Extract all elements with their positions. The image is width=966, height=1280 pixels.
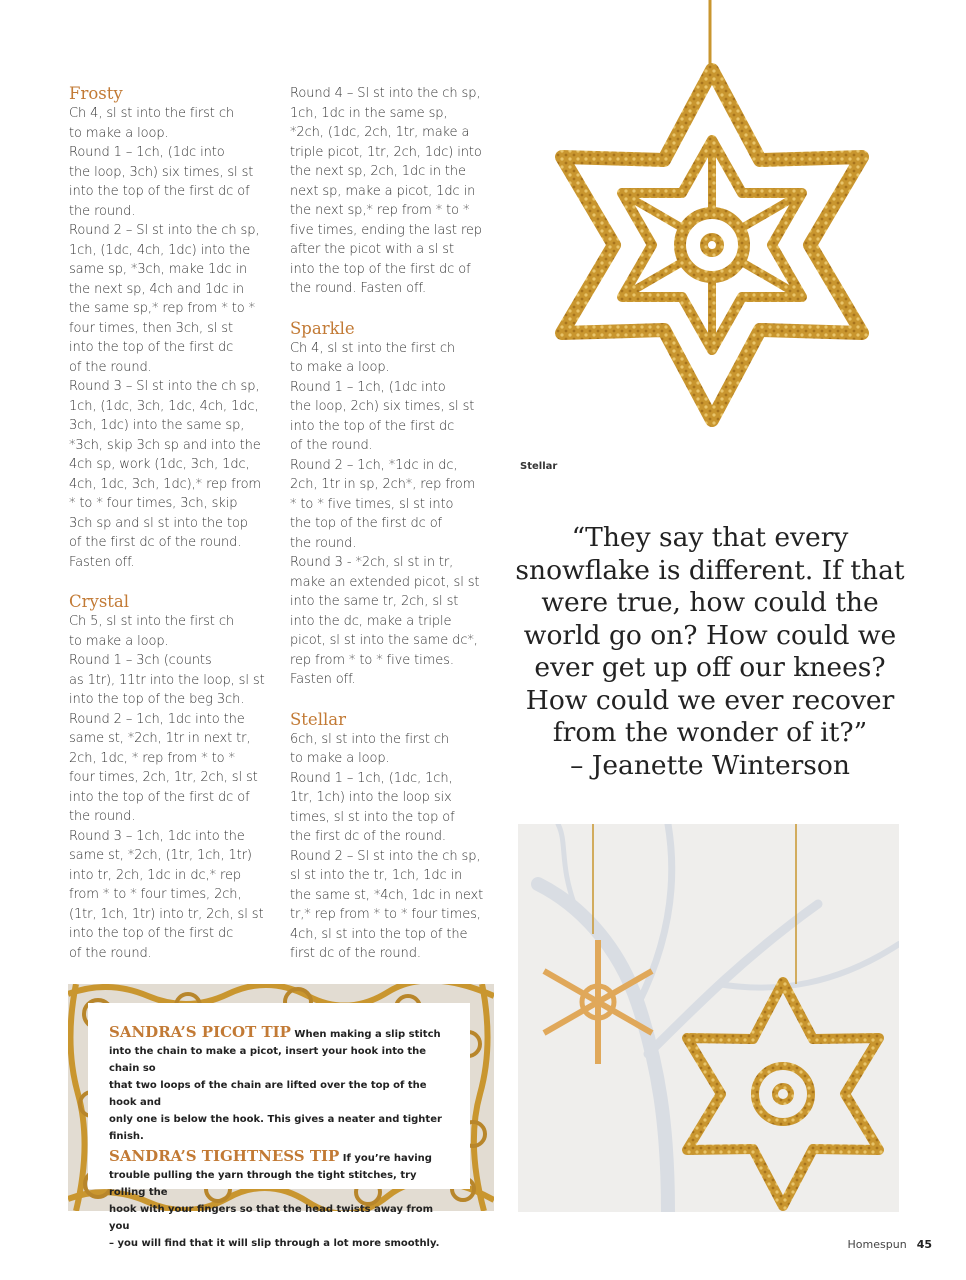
tip-line bbox=[109, 1077, 450, 1111]
instruction-line: Round 1 – 1ch, (1dc into bbox=[69, 145, 225, 160]
instruction-line: into the same tr, 2ch, sl st bbox=[290, 594, 459, 609]
instruction-line: picot, sl st into the same dc*, bbox=[290, 633, 478, 648]
instruction-line: make an extended picot, sl st bbox=[290, 574, 480, 590]
instruction-line: the top of the first dc of bbox=[290, 516, 443, 531]
instruction-line: Round 3 – Sl st into the ch sp, bbox=[69, 379, 260, 394]
pattern-section bbox=[290, 710, 500, 964]
pattern-section bbox=[290, 319, 500, 690]
instruction-line: 1tr, 1ch) into the loop six bbox=[290, 790, 452, 805]
quote-line: snowflake is different. If that bbox=[515, 554, 905, 586]
instruction-line: the loop, 2ch) six times, sl st bbox=[290, 399, 475, 414]
tip-line bbox=[109, 1024, 450, 1043]
instruction-line: 3ch, 1dc) into the same sp, bbox=[69, 418, 245, 433]
instruction-line: 6ch, sl st into the first ch bbox=[290, 731, 450, 747]
tip-line bbox=[109, 1167, 450, 1201]
instruction-line: of the first dc of the round. bbox=[69, 535, 242, 550]
instruction-line: same sp, *3ch, make 1dc in bbox=[69, 262, 248, 277]
instruction-line: Round 1 – 1ch, (1dc into bbox=[290, 379, 446, 395]
tip-paragraph bbox=[109, 1148, 450, 1252]
instruction-line: from * to * four times, 2ch, bbox=[69, 887, 242, 902]
instruction-line: Round 1 – 3ch (counts bbox=[69, 653, 212, 668]
instruction-line: the round. bbox=[69, 203, 136, 219]
instruction-line: Round 1 – 1ch, (1dc, 1ch, bbox=[290, 770, 453, 786]
instruction-line: Round 2 – 1ch, *1dc in dc, bbox=[290, 457, 458, 473]
instruction-line: the same st, *4ch, 1dc in next bbox=[290, 887, 484, 903]
instruction-line: times, sl st into the top of bbox=[290, 809, 455, 825]
instruction-line: Round 3 – 1ch, 1dc into the bbox=[69, 828, 245, 844]
instruction-line: the same sp,* rep from * to * bbox=[69, 301, 256, 316]
pattern-section bbox=[290, 84, 500, 299]
tip-text: into the chain to make a picot, insert your hook into the chain so bbox=[109, 1046, 427, 1074]
tip-line bbox=[109, 1111, 450, 1145]
snowflakes-on-branches-photo bbox=[518, 824, 899, 1212]
instruction-line: first dc of the round. bbox=[290, 946, 421, 961]
instruction-line: Round 4 – Sl st into the ch sp, bbox=[290, 86, 481, 101]
tip-line bbox=[109, 1201, 450, 1235]
tip-paragraph bbox=[109, 1024, 450, 1145]
instruction-line: * to * five times, sl st into bbox=[290, 496, 454, 512]
tip-text: hook with your fingers so that the head twists away from you bbox=[109, 1204, 434, 1232]
instruction-line: tr,* rep from * to * four times, bbox=[290, 907, 481, 922]
instruction-line: Ch 4, sl st into the first ch bbox=[290, 340, 456, 356]
instruction-line: four times, 2ch, 1tr, 2ch, sl st bbox=[69, 770, 258, 785]
instruction-line: Round 2 – 1ch, 1dc into the bbox=[69, 711, 245, 727]
instruction-line: to make a loop. bbox=[290, 751, 390, 766]
instruction-line: next sp, make a picot, 1dc in bbox=[290, 183, 476, 199]
stellar-snowflake-photo bbox=[512, 0, 898, 460]
pattern-heading: Frosty bbox=[69, 84, 123, 103]
pattern-heading: Crystal bbox=[69, 592, 130, 611]
instruction-line: the round. bbox=[290, 535, 357, 551]
instruction-line: of the round. bbox=[69, 945, 152, 961]
pattern-section bbox=[69, 592, 279, 963]
instruction-line: as 1tr), 11tr into the loop, sl st bbox=[69, 672, 265, 688]
instruction-line: to make a loop. bbox=[290, 360, 390, 375]
instruction-line: after the picot with a sl st bbox=[290, 242, 454, 257]
instruction-line: of the round. bbox=[290, 438, 373, 453]
instruction-line: same st, *2ch, 1tr in next tr, bbox=[69, 731, 251, 746]
instruction-line: * to * four times, 3ch, skip bbox=[69, 496, 238, 511]
instruction-line: 4ch, sl st into the top of the bbox=[290, 926, 468, 942]
instruction-line: into the top of the first dc of bbox=[290, 261, 471, 277]
instruction-line: Ch 5, sl st into the first ch bbox=[69, 614, 235, 629]
tip-text: only one is below the hook. This gives a neater and tighter finish. bbox=[109, 1114, 442, 1142]
instruction-line: the round. Fasten off. bbox=[290, 281, 427, 296]
instruction-line: to make a loop. bbox=[69, 633, 169, 649]
instruction-line: Ch 4, sl st into the first ch bbox=[69, 106, 235, 121]
tip-line bbox=[109, 1148, 450, 1167]
quote-line: ever get up off our knees? bbox=[534, 652, 886, 683]
tip-title: SANDRA’S TIGHTNESS TIP bbox=[109, 1147, 340, 1165]
instruction-line: into tr, 2ch, 1dc in dc,* rep bbox=[69, 867, 242, 883]
page-footer bbox=[848, 1238, 932, 1251]
instruction-line: 4ch, 1dc, 3ch, 1dc),* rep from bbox=[69, 476, 261, 492]
instruction-line: *3ch, skip 3ch sp and into the bbox=[69, 437, 261, 453]
instruction-line: four times, then 3ch, sl st bbox=[69, 320, 233, 336]
pattern-heading: Stellar bbox=[290, 709, 346, 729]
instruction-line: Round 2 – Sl st into the ch sp, bbox=[290, 848, 481, 864]
page-number: 45 bbox=[916, 1238, 932, 1251]
quote-line: were true, how could the bbox=[541, 587, 879, 618]
tip-line bbox=[109, 1235, 450, 1252]
quote-line: world go on? How could we bbox=[523, 619, 897, 651]
instructions-column-2 bbox=[290, 84, 500, 984]
tip-text: If you’re having bbox=[342, 1153, 432, 1164]
instruction-line: Round 3 - *2ch, sl st in tr, bbox=[290, 555, 454, 570]
magazine-name: Homespun bbox=[847, 1238, 907, 1251]
instruction-line: 2ch, 1tr in sp, 2ch*, rep from bbox=[290, 477, 476, 492]
instruction-line: rep from * to * five times. bbox=[290, 652, 454, 668]
instruction-line: of the round. bbox=[69, 359, 152, 375]
pull-quote bbox=[505, 522, 915, 782]
instruction-line: 1ch, 1dc in the same sp, bbox=[290, 105, 448, 121]
quote-line: – Jeanette Winterson bbox=[570, 749, 850, 781]
instruction-line: Round 2 – Sl st into the ch sp, bbox=[69, 223, 260, 238]
instruction-line: 3ch sp and sl st into the top bbox=[69, 515, 248, 531]
instruction-line: into the top of the first dc bbox=[290, 418, 455, 434]
tip-text: that two loops of the chain are lifted over the top of the hook and bbox=[109, 1080, 427, 1108]
tip-text: trouble pulling the yarn through the tight stitches, try rolling the bbox=[109, 1170, 417, 1198]
instruction-line: triple picot, 1tr, 2ch, 1dc) into bbox=[290, 144, 482, 160]
instruction-line: (1tr, 1ch, 1tr) into tr, 2ch, sl st bbox=[69, 906, 264, 922]
instruction-line: the next sp,* rep from * to * bbox=[290, 203, 470, 218]
instruction-line: the next sp, 2ch, 1dc in the bbox=[290, 164, 466, 179]
instruction-line: Fasten off. bbox=[69, 554, 135, 570]
instructions-column-1 bbox=[69, 84, 279, 983]
instruction-line: into the top of the beg 3ch. bbox=[69, 692, 245, 707]
tip-text: When making a slip stitch bbox=[294, 1029, 441, 1040]
tip-line bbox=[109, 1043, 450, 1077]
instruction-line: into the top of the first dc of bbox=[69, 184, 250, 199]
instruction-line: into the top of the first dc bbox=[69, 926, 234, 941]
instruction-line: *2ch, (1dc, 2ch, 1tr, make a bbox=[290, 125, 470, 140]
instruction-line: into the dc, make a triple bbox=[290, 613, 452, 629]
instruction-line: 1ch, (1dc, 3ch, 1dc, 4ch, 1dc, bbox=[69, 398, 259, 414]
pattern-heading: Sparkle bbox=[290, 318, 355, 338]
instruction-line: the round. bbox=[69, 809, 136, 824]
instruction-line: five times, ending the last rep bbox=[290, 222, 482, 238]
instruction-line: 2ch, 1dc, * rep from * to * bbox=[69, 750, 235, 766]
instruction-line: into the top of the first dc of bbox=[69, 789, 250, 805]
instruction-line: sl st into the tr, 1ch, 1dc in bbox=[290, 868, 463, 883]
instruction-line: Fasten off. bbox=[290, 672, 356, 687]
instruction-line: the first dc of the round. bbox=[290, 829, 446, 844]
instruction-line: 1ch, (1dc, 4ch, 1dc) into the bbox=[69, 242, 251, 258]
tips-panel bbox=[88, 1003, 470, 1249]
photo-caption: Stellar bbox=[520, 461, 558, 472]
quote-line: How could we ever recover bbox=[525, 684, 895, 716]
tip-text: – you will find that it will slip through a lot more smoothly. bbox=[109, 1238, 440, 1249]
pattern-section bbox=[69, 84, 279, 572]
quote-line: “They say that every bbox=[571, 522, 849, 553]
instruction-line: into the top of the first dc bbox=[69, 340, 234, 355]
instruction-line: same st, *2ch, (1tr, 1ch, 1tr) bbox=[69, 848, 252, 863]
instruction-line: to make a loop. bbox=[69, 125, 169, 141]
instruction-line: 4ch sp, work (1dc, 3ch, 1dc, bbox=[69, 457, 250, 472]
instruction-line: the next sp, 4ch and 1dc in bbox=[69, 281, 245, 297]
tip-title: SANDRA’S PICOT TIP bbox=[109, 1023, 291, 1041]
instruction-line: the loop, 3ch) six times, sl st bbox=[69, 164, 254, 180]
quote-line: from the wonder of it?” bbox=[552, 717, 868, 748]
